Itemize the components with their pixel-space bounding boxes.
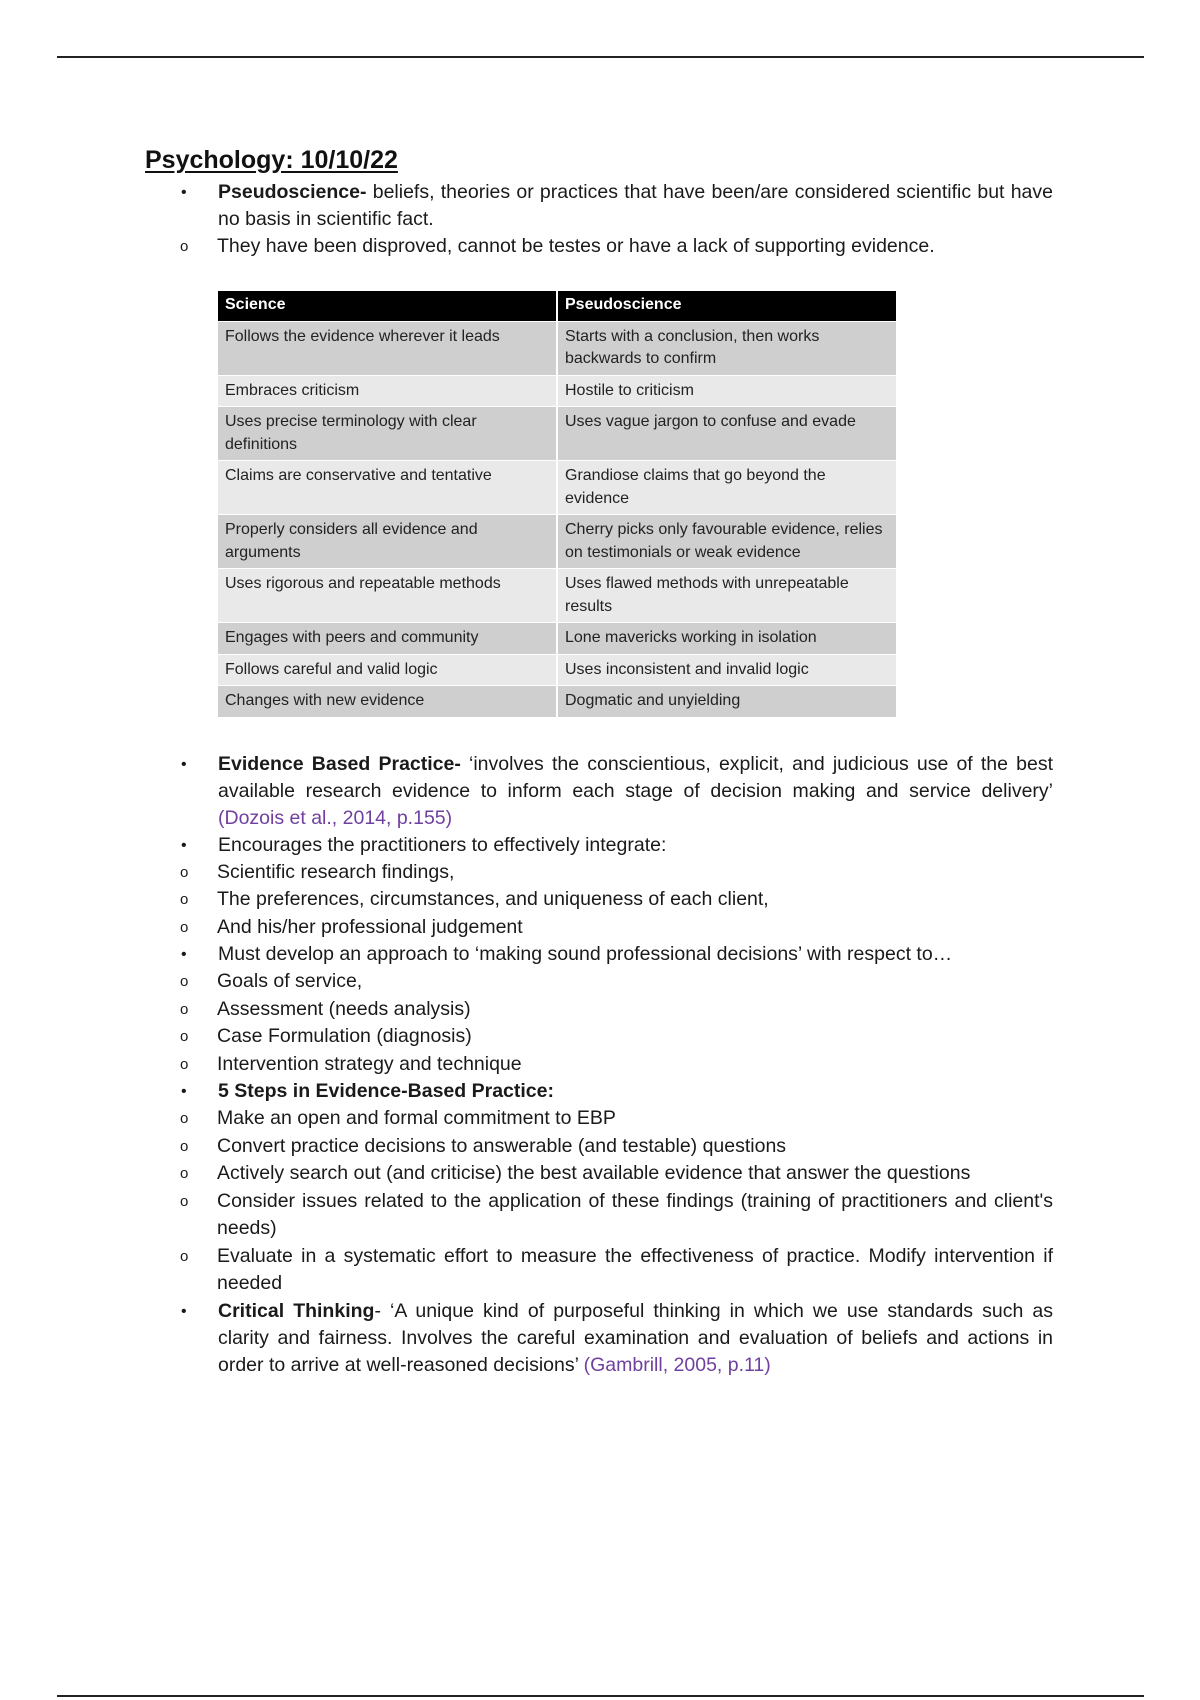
table-row (218, 461, 896, 515)
table-cell: Uses flawed methods with unrepeatable results (557, 569, 896, 623)
table-cell: Claims are conservative and tentative (218, 461, 557, 515)
bottom-rule (57, 1695, 1144, 1697)
ebp-citation: (Dozois et al., 2014, p.155) (218, 806, 453, 829)
sub-list-item (72, 1243, 1053, 1298)
table-cell: Grandiose claims that go beyond the evidence (557, 461, 896, 515)
table-row (218, 686, 896, 717)
critical-citation: (Gambrill, 2005, p.11) (583, 1353, 771, 1376)
sub-bullet-icon: o (180, 1247, 189, 1265)
step-item: Actively search out (and criticise) the best available evidence that answer the questions (217, 1162, 971, 1184)
approach-item: Goals of service, (217, 970, 363, 992)
table-row (218, 623, 896, 655)
list-item (145, 179, 1053, 233)
approach-item: Intervention strategy and technique (217, 1052, 522, 1075)
sub-list-item (72, 996, 1053, 1024)
table-cell: Starts with a conclusion, then works backwards to confirm (557, 321, 896, 375)
sub-bullet-icon: o (180, 1192, 189, 1210)
table-cell: Uses precise terminology with clear definitions (218, 407, 557, 461)
document-body (145, 145, 1053, 1379)
table-cell: Hostile to criticism (557, 375, 896, 407)
sub-bullet-icon: o (180, 1137, 189, 1155)
list-item (145, 1078, 1053, 1105)
term-ebp: Evidence Based Practice- (218, 752, 461, 775)
sub-list-item (72, 859, 1053, 887)
bullet-icon: • (181, 946, 187, 963)
list-item (145, 832, 1053, 859)
approach-lead: Must develop an approach to ‘making sound professional decisions’ with respect to… (218, 943, 953, 965)
sub-bullet-icon: o (180, 1165, 189, 1182)
sub-bullet-icon: o (180, 238, 189, 255)
sub-list-item (72, 1105, 1053, 1133)
table-cell: Cherry picks only favourable evidence, relies on testimonials or weak evidence (557, 515, 896, 569)
bullet-icon: • (181, 836, 187, 854)
sub-list-item (72, 1160, 1053, 1188)
comparison-table (218, 291, 896, 717)
table-cell: Changes with new evidence (218, 686, 557, 717)
table-header-row (218, 291, 896, 322)
integrate-item: Scientific research findings, (217, 860, 455, 883)
sub-list-item (72, 886, 1053, 914)
comparison-table-wrapper (218, 291, 896, 717)
integrate-lead: Encourages the practitioners to effectively integrate: (218, 833, 667, 856)
integrate-item: The preferences, circumstances, and uniqueness of each client, (217, 888, 769, 910)
top-rule (57, 56, 1144, 58)
table-row (218, 375, 896, 407)
table-cell: Follows the evidence wherever it leads (218, 321, 557, 375)
sub-list-item (72, 1051, 1053, 1079)
sub-list-item (72, 968, 1053, 996)
table-row (218, 515, 896, 569)
term-critical-thinking: Critical Thinking (218, 1299, 375, 1322)
step-item: Convert practice decisions to answerable (and testable) questions (217, 1134, 787, 1157)
critical-definition: - ‘A unique kind of purposeful thinking in which we use standards such as clarity and fairness. Involves the careful examination and evaluation of beliefs and actions in order to arrive at well-reasoned decisions’ (218, 1299, 1054, 1376)
sub-bullet-icon: o (180, 1028, 189, 1045)
approach-item: Case Formulation (diagnosis) (217, 1025, 472, 1047)
table-row (218, 321, 896, 375)
notes-list (145, 751, 1053, 1379)
bullet-icon: • (181, 184, 187, 201)
step-item: Make an open and formal commitment to EBP (217, 1107, 616, 1129)
ebp-definition: ‘involves the conscientious, explicit, and judicious use of the best available research evidence to inform each stage of decision making and service delivery’ (218, 752, 1053, 802)
table-row (218, 654, 896, 686)
sub-bullet-icon: o (180, 918, 189, 936)
sub-bullet-icon: o (180, 973, 189, 990)
table-cell: Uses inconsistent and invalid logic (557, 654, 896, 686)
table-row (218, 407, 896, 461)
integrate-item: And his/her professional judgement (217, 915, 523, 938)
step-item: Evaluate in a systematic effort to measure the effectiveness of practice. Modify intervention if needed (217, 1244, 1053, 1294)
sub-list-item (72, 1133, 1053, 1161)
table-cell: Uses vague jargon to confuse and evade (557, 407, 896, 461)
step-item: Consider issues related to the application of these findings (training of practitioners and client's needs) (217, 1189, 1053, 1239)
table-row (218, 569, 896, 623)
sub-bullet-icon: o (180, 1110, 189, 1127)
sub-list-item (72, 233, 1053, 261)
table-cell: Engages with peers and community (218, 623, 557, 655)
list-item (145, 751, 1053, 832)
sub-bullet-icon: o (180, 1055, 189, 1073)
pseudoscience-definition: beliefs, theories or practices that have been/are considered scientific but have no basis in scientific fact. (218, 181, 1053, 230)
sub-bullet-icon: o (180, 1000, 189, 1018)
approach-item: Assessment (needs analysis) (217, 997, 471, 1020)
table-cell: Follows careful and valid logic (218, 654, 557, 686)
table-header-pseudoscience: Pseudoscience (557, 291, 896, 322)
list-item (145, 1298, 1053, 1379)
sub-bullet-icon: o (180, 891, 189, 908)
term-pseudoscience: Pseudoscience- (218, 181, 367, 203)
bullet-icon: • (181, 1083, 187, 1100)
table-header-science: Science (218, 291, 557, 322)
table-cell: Dogmatic and unyielding (557, 686, 896, 717)
sub-list-item (72, 1188, 1053, 1243)
list-item (145, 941, 1053, 968)
sub-list-item (72, 1023, 1053, 1051)
table-cell: Properly considers all evidence and arguments (218, 515, 557, 569)
pseudoscience-list (145, 179, 1053, 261)
sub-bullet-icon: o (180, 863, 189, 881)
bullet-icon: • (181, 755, 187, 773)
pseudoscience-sub: They have been disproved, cannot be testes or have a lack of supporting evidence. (217, 235, 935, 257)
bullet-icon: • (181, 1302, 187, 1320)
page-title: Psychology: 10/10/22 (145, 146, 398, 174)
sub-list-item (72, 914, 1053, 942)
table-cell: Embraces criticism (218, 375, 557, 407)
table-cell: Lone mavericks working in isolation (557, 623, 896, 655)
steps-lead: 5 Steps in Evidence-Based Practice: (218, 1080, 554, 1102)
table-cell: Uses rigorous and repeatable methods (218, 569, 557, 623)
